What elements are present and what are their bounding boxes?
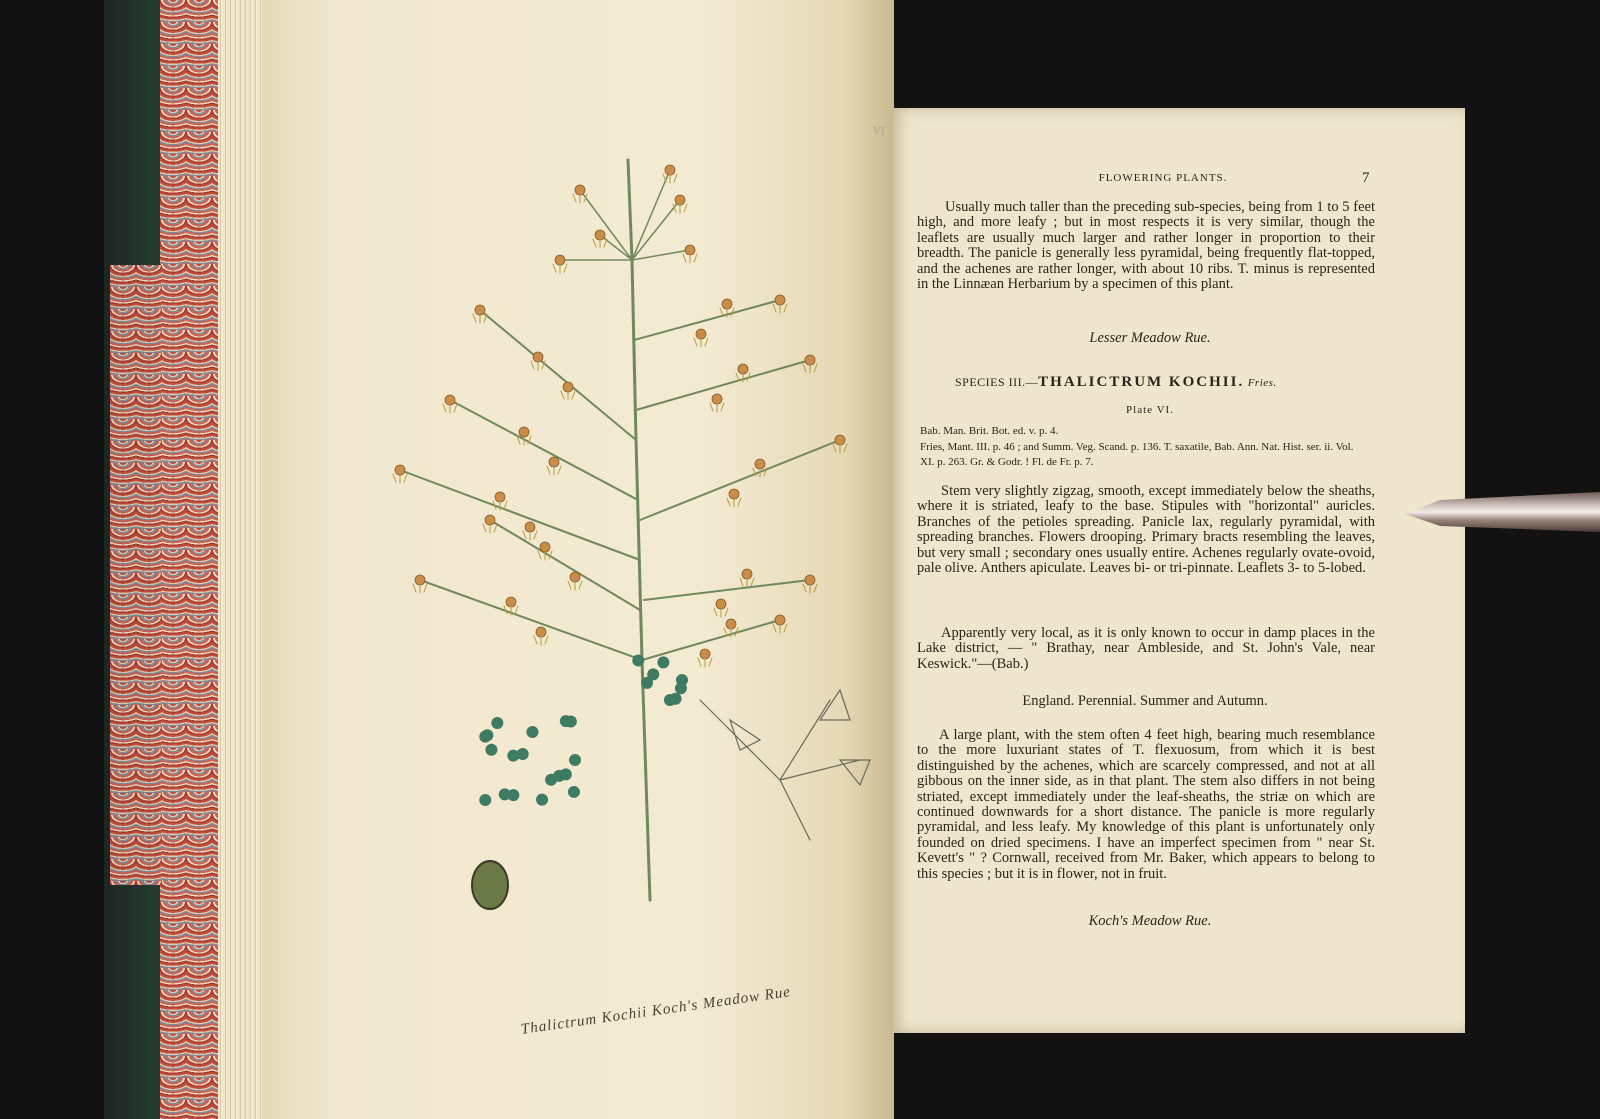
paragraph: Usually much taller than the preceding sub-species, being from 1 to 5 feet high, and more leafy ; but in most respects it is very similar, though the leaflets are usually much larger and rather longer in proportion to their breadth. The panicle is generally less pyramidal, being frequently flat-topped, and the achenes are rather longer, with about 10 ribs. T. minus is represented in the Linnæan Herbarium by a specimen of this plant. xyxy=(917,199,1375,293)
stamens xyxy=(714,608,728,617)
flower xyxy=(700,649,710,659)
stem xyxy=(400,470,640,560)
species-name: THALICTRUM KOCHII. xyxy=(1038,374,1245,390)
flower xyxy=(495,492,505,502)
marbled-edge xyxy=(160,0,220,1119)
stem xyxy=(632,250,690,260)
flower xyxy=(712,394,722,404)
flower xyxy=(415,575,425,585)
flower xyxy=(665,165,675,175)
leaflet xyxy=(485,744,497,756)
leaf-outline-detail xyxy=(700,690,870,840)
species-authority: Fries. xyxy=(1247,377,1277,389)
stamens xyxy=(538,551,552,560)
stamens xyxy=(833,444,847,453)
flower xyxy=(722,299,732,309)
flower xyxy=(775,295,785,305)
stamens xyxy=(553,264,567,273)
stamens xyxy=(523,531,537,540)
citation: Bab. Man. Brit. Bot. ed. v. p. 4. xyxy=(920,425,1059,437)
stem xyxy=(642,620,780,660)
flower xyxy=(775,615,785,625)
stamens xyxy=(413,584,427,593)
stamens xyxy=(803,584,817,593)
flower xyxy=(533,352,543,362)
flower xyxy=(675,195,685,205)
stamens xyxy=(561,391,575,400)
flower xyxy=(563,382,573,392)
plate-reference: Plate VI. xyxy=(1126,404,1174,416)
leaflet xyxy=(632,654,644,666)
stamens xyxy=(773,624,787,633)
citation: Fries, Mant. III. p. 46 ; and Summ. Veg. Scand. p. 136. T. saxatile, Bab. Ann. Nat. Hist. ser. ii. Vol. XI. p. 263. Gr. & Godr. ! Fl. de Fr. p. 7. xyxy=(920,441,1354,468)
flower xyxy=(742,569,752,579)
common-name: Lesser Meadow Rue. xyxy=(1089,330,1211,346)
flower xyxy=(445,395,455,405)
flower xyxy=(726,619,736,629)
flower xyxy=(835,435,845,445)
stem xyxy=(628,160,650,900)
leaflet xyxy=(675,682,687,694)
leaflet xyxy=(560,715,572,727)
stem xyxy=(640,440,840,520)
stamens xyxy=(443,404,457,413)
species-heading xyxy=(955,374,1355,396)
stem xyxy=(644,580,810,600)
stamens xyxy=(710,403,724,412)
flower xyxy=(755,459,765,469)
leaflet xyxy=(536,794,548,806)
flower xyxy=(570,572,580,582)
flower xyxy=(729,489,739,499)
paragraph: Apparently very local, as it is only known to occur in damp places in the Lake district, — " Brathay, near Ambleside, and St. John's Vale, near Keswick."—(Bab.) xyxy=(917,625,1375,672)
flower xyxy=(805,575,815,585)
flower xyxy=(540,542,550,552)
leaflet xyxy=(526,726,538,738)
stem xyxy=(632,200,680,260)
leaflet xyxy=(568,786,580,798)
flower xyxy=(805,355,815,365)
flower xyxy=(716,599,726,609)
flower xyxy=(549,457,559,467)
stamens xyxy=(694,338,708,347)
stamens xyxy=(568,581,582,590)
stamens xyxy=(773,304,787,313)
stamens xyxy=(593,239,607,248)
flower xyxy=(575,185,585,195)
leaflet xyxy=(507,789,519,801)
flower xyxy=(519,427,529,437)
flower xyxy=(685,245,695,255)
distribution-line: England. Perennial. Summer and Autumn. xyxy=(1022,693,1268,709)
leaflet xyxy=(507,750,519,762)
paragraph: Stem very slightly zigzag, smooth, except immediately below the sheaths, where it is striated, leafy to the base. Stipules with "horizontal" auricles. Branches of the petioles spreading. Panicle lax, regularly pyramidal, with spreading branches. Flowers drooping. Primary bracts resembling the leaves, but very small ; secondary ones usually entire. Achenes regularly ovate-ovoid, pale olive. Anthers apiculate. Leaves bi- or tri-pinnate. Leaflets 3- to 5-lobed. xyxy=(917,483,1375,577)
stamens xyxy=(740,578,754,587)
marbled-endpaper xyxy=(110,265,162,885)
stamens xyxy=(534,636,548,645)
stamens xyxy=(727,498,741,507)
leaflet xyxy=(569,754,581,766)
stem xyxy=(450,400,638,500)
leaflet xyxy=(491,717,503,729)
leaflet xyxy=(479,731,491,743)
achene-detail xyxy=(472,861,508,909)
flower xyxy=(506,597,516,607)
plate-caption: Thalictrum Kochii Koch's Meadow Rue xyxy=(520,984,792,1038)
leaflet xyxy=(657,656,669,668)
flower xyxy=(536,627,546,637)
leaflet xyxy=(479,794,491,806)
stamens xyxy=(698,658,712,667)
stamens xyxy=(683,254,697,263)
flower xyxy=(475,305,485,315)
flower xyxy=(555,255,565,265)
running-head: FLOWERING PLANTS. xyxy=(1098,172,1228,184)
flower xyxy=(696,329,706,339)
plate-number: VI xyxy=(871,123,886,139)
stamens xyxy=(393,474,407,483)
stem xyxy=(632,170,670,260)
botanical-illustration xyxy=(360,140,880,940)
paragraph: A large plant, with the stem often 4 feet high, bearing much resemblance to the more luxuriant states of T. flexuosum, from which it is best distinguished by the achenes, which are scarcely compressed, and not at all gibbous on the inner side, as in that plant. The stem also differs in not being striated, except immediately under the leaf-sheaths, the striæ on which are continued downwards for a short distance. The panicle is more regularly pyramidal, and less leafy. My knowledge of this plant is unfortunately only founded on dried specimens. I have an imperfect specimen from " near St. Kevett's " ? Cornwall, received from Mr. Baker, which appears to belong to this species ; but it is in flower, not in fruit. xyxy=(917,727,1375,882)
species-prefix: SPECIES III.— xyxy=(955,375,1039,389)
stem xyxy=(580,190,632,260)
stem xyxy=(634,300,780,340)
flower xyxy=(395,465,405,475)
leaflet xyxy=(670,693,682,705)
flower xyxy=(595,230,605,240)
stamens xyxy=(483,524,497,533)
leaflet xyxy=(560,768,572,780)
stem xyxy=(480,310,636,440)
common-name: Koch's Meadow Rue. xyxy=(1088,913,1212,929)
flower xyxy=(485,515,495,525)
stem xyxy=(490,520,640,610)
stem xyxy=(636,360,810,410)
flower xyxy=(525,522,535,532)
stamens xyxy=(803,364,817,373)
stamens xyxy=(547,466,561,475)
flower xyxy=(738,364,748,374)
page-number: 7 xyxy=(1362,170,1370,186)
leaflet xyxy=(647,668,659,680)
